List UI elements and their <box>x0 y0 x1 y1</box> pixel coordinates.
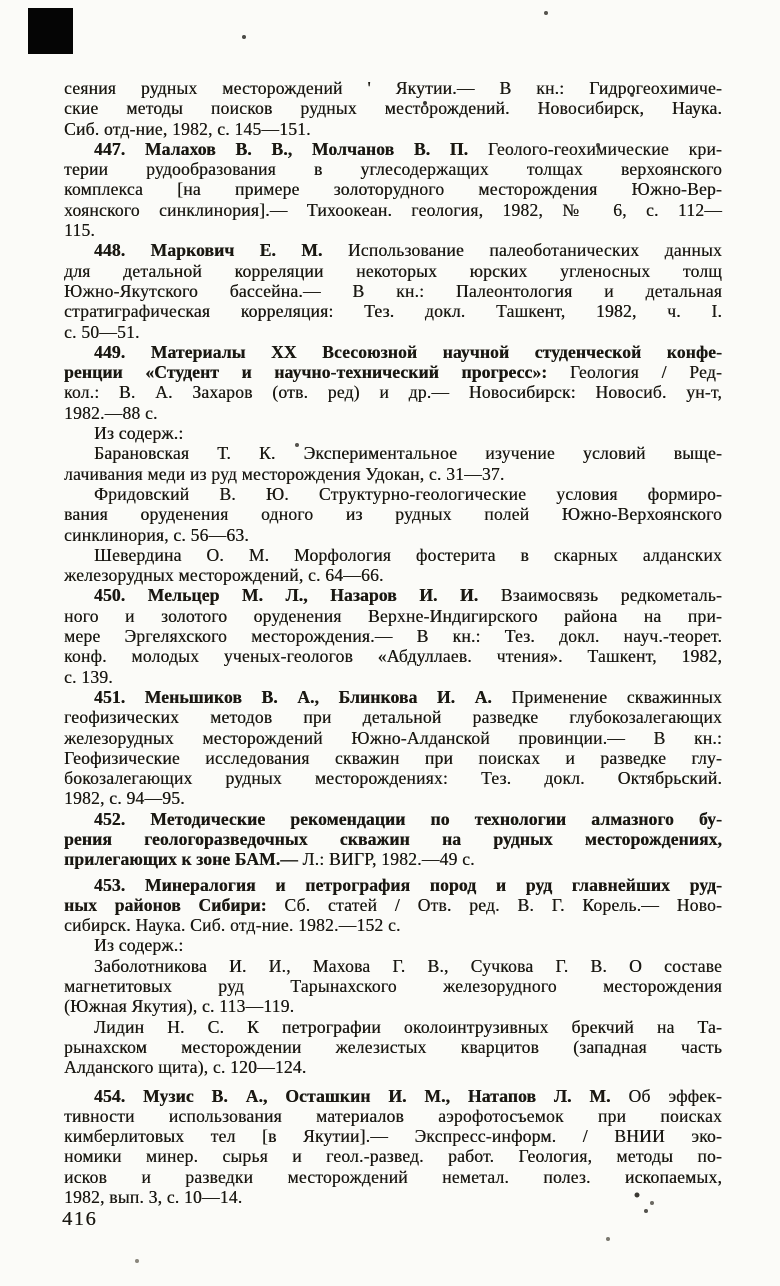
entry-text: геофизических методов при детальной разведке глубокозалегающих <box>64 707 722 728</box>
entry-text: магнетитовых руд Тарынахского железорудного месторождения <box>64 976 722 997</box>
scan-corner-mark <box>28 8 73 54</box>
contents-item-zabolotnikova <box>64 956 722 1017</box>
entry-text: стратиграфическая корреляция: Тез. докл. Ташкент, 1982, ч. I. <box>64 301 722 322</box>
entry-heading-bold: ренции «Студент и научно-технический прогресс»: <box>64 362 548 383</box>
text-line <box>64 976 722 996</box>
text-line <box>64 1126 722 1146</box>
entry-heading-bold: рения геологоразведочных скважин на рудных месторождениях, <box>64 828 722 849</box>
text-line <box>64 78 722 98</box>
entry-text: синклинория, с. 56—63. <box>64 524 249 545</box>
text-line <box>64 484 722 504</box>
text-line <box>64 220 722 240</box>
entry-text: 115. <box>64 220 95 241</box>
text-line <box>64 504 722 524</box>
text-line <box>64 139 722 159</box>
contents-item-lidin <box>64 1017 722 1078</box>
text-line <box>64 382 722 402</box>
entry-446-continuation <box>64 78 722 139</box>
text-line <box>64 240 722 260</box>
text-line <box>64 322 722 342</box>
entry-text: лачивания меди из руд месторождения Удокан, с. 31—37. <box>64 463 505 484</box>
text-line <box>64 1167 722 1187</box>
contents-item-sheverdina <box>64 545 722 586</box>
contents-item-baranovskaya <box>64 443 722 484</box>
entry-text: сибирск. Наука. Сиб. отд-ние. 1982.—152 с. <box>64 915 401 936</box>
text-line <box>64 301 722 321</box>
entry-text: Южно-Якутского бассейна.— В кн.: Палеонтология и детальная <box>64 280 722 301</box>
text-line <box>64 915 722 935</box>
entry-text: Шевердина О. М. Морфология фостерита в скарных алданских <box>94 544 722 565</box>
text-line <box>64 626 722 646</box>
text-line <box>64 159 722 179</box>
text-line <box>64 667 722 687</box>
text-line <box>64 200 722 220</box>
scan-specks <box>0 0 2 2</box>
text-line <box>64 875 722 895</box>
entry-text: Барановская Т. К. Экспериментальное изучение условий выще- <box>94 443 722 464</box>
text-line <box>64 687 722 707</box>
entry-text: Геофизические исследования скважин при поисках и разведке глу- <box>64 747 722 768</box>
entry-text: терии рудообразования в углесодержащих толщах верхоянского <box>64 159 722 180</box>
text-line <box>64 443 722 463</box>
text-line <box>64 996 722 1016</box>
text-line <box>64 565 722 585</box>
text-line <box>64 98 722 118</box>
entry-text: железорудных месторождений, с. 64—66. <box>64 565 384 586</box>
text-line <box>64 1086 722 1106</box>
text-line <box>64 261 722 281</box>
text-line <box>64 768 722 788</box>
text-line <box>64 956 722 976</box>
entry-text: номики минер. сырья и геол.-развед. работ. Геология, методы по- <box>64 1146 722 1167</box>
text-line <box>64 464 722 484</box>
entry-text: Взаимосвязь редкометаль- <box>478 585 722 606</box>
entry-447 <box>64 139 722 240</box>
entry-text: Геолого-геохимические кри- <box>468 138 722 159</box>
text-line <box>64 935 722 955</box>
entry-heading-bold: 450. Мельцер М. Л., Назаров И. И. <box>94 585 479 606</box>
entry-heading-bold: 454. Музис В. А., Осташкин И. М., Натапов Л. М. <box>94 1085 611 1106</box>
entry-449 <box>64 342 722 423</box>
entry-text: хоянского синклинория].— Тихоокеан. геология, 1982, № 6, с. 112— <box>64 199 722 220</box>
entry-text: исков и разведки месторождений неметал. полез. ископаемых, <box>64 1166 722 1187</box>
text-line <box>64 748 722 768</box>
entry-text: (Южная Якутия), с. 113—119. <box>64 996 295 1017</box>
entry-452 <box>64 809 722 870</box>
contents-note-2 <box>64 935 722 955</box>
entry-heading-bold: прилегающих к зоне БАМ.— <box>64 849 298 870</box>
text-line <box>64 1106 722 1126</box>
text-line <box>64 788 722 808</box>
entry-text: конф. молодых ученых-геологов «Абдуллаев. чтения». Ташкент, 1982, <box>64 646 722 667</box>
contents-note-1 <box>64 423 722 443</box>
entry-text: Об эффек- <box>610 1085 722 1106</box>
text-line <box>64 281 722 301</box>
entry-text: 1982, с. 94—95. <box>64 788 185 809</box>
entry-text: комплекса [на примере золоторудного месторождения Южно-Вер- <box>64 179 722 200</box>
entry-heading-bold: 448. Маркович Е. М. <box>94 240 323 261</box>
entry-text: Из содерж.: <box>94 423 184 444</box>
text-line <box>64 728 722 748</box>
entry-text: Использование палеоботанических данных <box>322 240 722 261</box>
text-line <box>64 362 722 382</box>
entry-text: Сб. статей / Отв. ред. В. Г. Корель.— Ново- <box>266 894 723 915</box>
entry-text: Лидин Н. С. К петрографии околоинтрузивных брекчий на Та- <box>94 1016 722 1037</box>
text-line <box>64 585 722 605</box>
contents-item-fridovskiy <box>64 484 722 545</box>
entry-text: сеяния рудных месторождений ' Якутии.— В кн.: Гидрогеохимиче- <box>64 78 722 98</box>
entry-text: кол.: В. А. Захаров (отв. ред) и др.— Новосибирск: Новосиб. ун-т, <box>64 382 722 403</box>
text-line <box>64 849 722 869</box>
text-line <box>64 1037 722 1057</box>
entry-text: кимберлитовых тел [в Якутии].— Экспресс-информ. / ВНИИ эко- <box>64 1126 722 1147</box>
entry-451 <box>64 687 722 809</box>
text-line <box>64 1187 722 1207</box>
text-line <box>64 119 722 139</box>
text-line <box>64 403 722 423</box>
entry-heading-bold: 452. Методические рекомендации по технологии алмазного бу- <box>94 808 722 829</box>
text-line <box>64 423 722 443</box>
entry-454 <box>64 1086 722 1208</box>
page-number: 416 <box>62 1208 98 1230</box>
text-line <box>64 606 722 626</box>
entry-448 <box>64 240 722 341</box>
entry-text: 1982, вып. 3, с. 10—14. <box>64 1187 243 1208</box>
entry-text: мере Эргеляхского месторождения.— В кн.: Тез. докл. науч.-теорет. <box>64 626 722 647</box>
bibliography-text-block <box>64 78 722 1207</box>
text-line <box>64 829 722 849</box>
entry-text: Алданского щита), с. 120—124. <box>64 1057 307 1078</box>
text-line <box>64 1146 722 1166</box>
entry-heading-bold: 451. Меньшиков В. А., Блинкова И. А. <box>94 686 492 707</box>
entry-heading-bold: 447. Малахов В. В., Молчанов В. П. <box>94 138 469 159</box>
text-line <box>64 342 722 362</box>
entry-heading-bold: 449. Материалы XX Всесоюзной научной студенческой конфе- <box>94 341 722 362</box>
entry-text: Сиб. отд-ние, 1982, с. 145—151. <box>64 118 311 139</box>
text-line <box>64 646 722 666</box>
entry-453 <box>64 875 722 936</box>
text-line <box>64 525 722 545</box>
entry-heading-bold: ных районов Сибири: <box>64 894 267 915</box>
text-line <box>64 545 722 565</box>
entry-text: Заболотникова И. И., Махова Г. В., Сучкова Г. В. О составе <box>94 955 722 976</box>
entry-text: ские методы поисков рудных месторождений. Новосибирск, Наука. <box>64 98 722 119</box>
text-line <box>64 809 722 829</box>
entry-text: Фридовский В. Ю. Структурно-геологические условия формиро- <box>94 483 722 504</box>
entry-text: Применение скважинных <box>491 686 723 707</box>
entry-text: бокозалегающих рудных месторождениях: Тез. докл. Октябрьский. <box>64 768 722 789</box>
entry-text: с. 50—51. <box>64 321 140 342</box>
entry-text: Геология / Ред- <box>547 362 722 383</box>
entry-text: Из содерж.: <box>94 935 184 956</box>
entry-text: вания оруденения одного из рудных полей Южно-Верхоянского <box>64 504 722 525</box>
entry-text: ного и золотого оруденения Верхне-Индигирского района на при- <box>64 605 722 626</box>
entry-text: для детальной корреляции некоторых юрских угленосных толщ <box>64 260 722 281</box>
entry-text: с. 139. <box>64 666 113 687</box>
entry-450 <box>64 585 722 686</box>
entry-text: Л.: ВИГР, 1982.—49 с. <box>297 849 475 870</box>
text-line <box>64 707 722 727</box>
text-line <box>64 895 722 915</box>
entry-text: железорудных месторождений Южно-Алданской провинции.— В кн.: <box>64 727 722 748</box>
text-line <box>64 1057 722 1077</box>
entry-heading-bold: 453. Минералогия и петрография пород и руд главнейших руд- <box>94 874 722 895</box>
text-line <box>64 1017 722 1037</box>
entry-text: рынахском месторождении железистых кварцитов (западная часть <box>64 1036 722 1057</box>
entry-text: 1982.—88 с. <box>64 402 158 423</box>
text-line <box>64 179 722 199</box>
entry-text: тивности использования материалов аэрофотосъемок при поисках <box>64 1105 722 1126</box>
